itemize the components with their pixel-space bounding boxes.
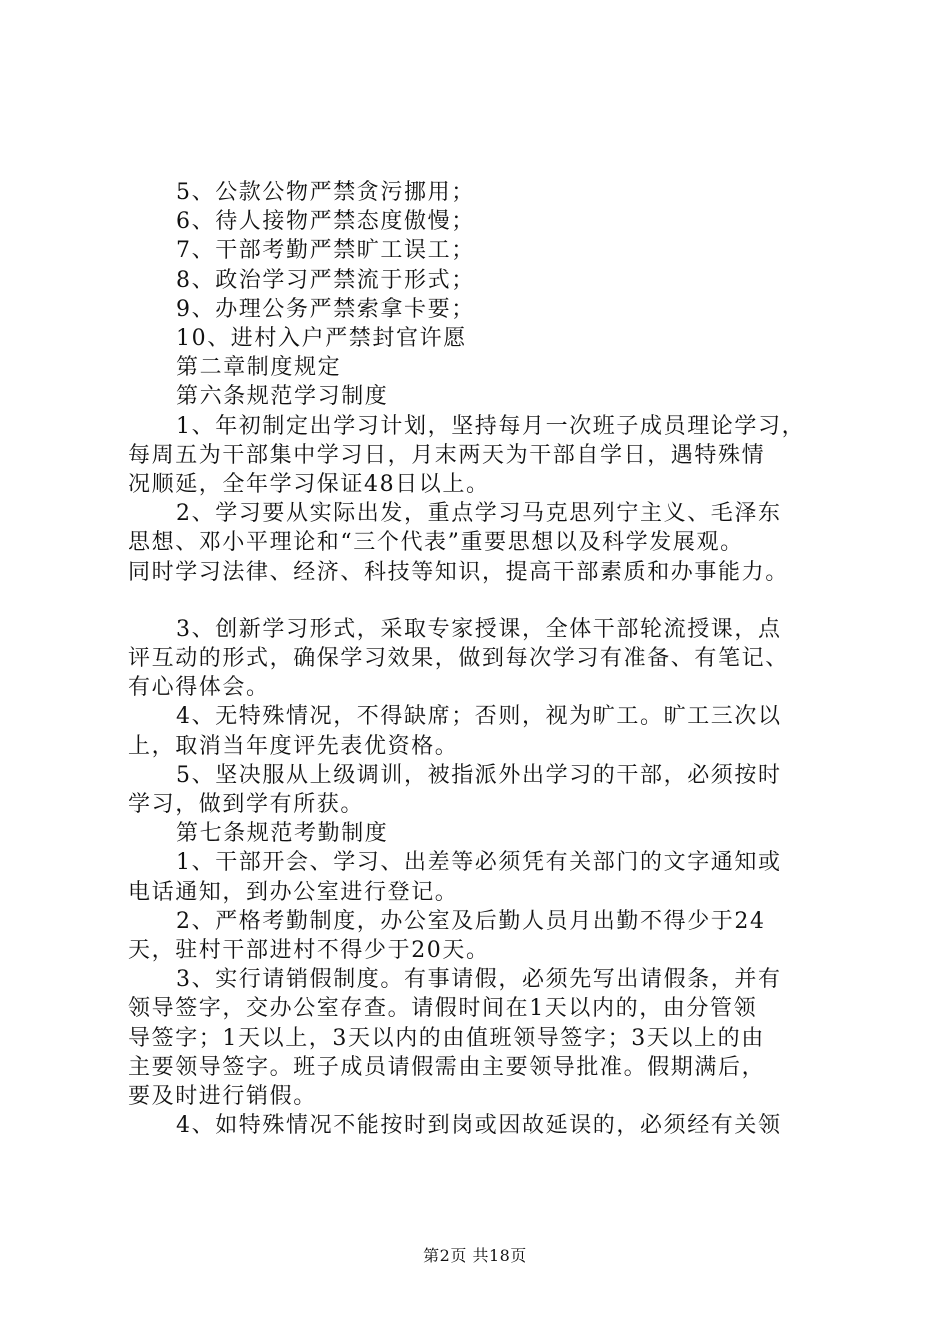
document-body xyxy=(128,178,848,1141)
article-6-paragraph-2: 2、学习要从实际出发，重点学习马克思列宁主义、毛泽东 思想、邓小平理论和“三个代表”重要思想以及科学发展观。 同时学习法律、经济、科技等知识，提高干部素质和办事能力。 xyxy=(128,501,789,585)
list-item: 9、办理公务严禁索拿卡要； xyxy=(176,296,475,322)
article-7-paragraph-4: 4、如特殊情况不能按时到岗或因故延误的，必须经有关领 xyxy=(176,1113,782,1139)
article-6-paragraph-4: 4、无特殊情况，不得缺席；否则，视为旷工。旷工三次以 上，取消当年度评先表优资格。 xyxy=(128,704,782,759)
article-6-title: 第六条规范学习制度 xyxy=(176,384,389,410)
article-7-title: 第七条规范考勤制度 xyxy=(176,821,389,847)
list-item: 8、政治学习严禁流于形式； xyxy=(176,267,475,293)
list-item: 7、干部考勤严禁旷工误工； xyxy=(176,238,475,264)
list-item: 5、公款公物严禁贪污挪用； xyxy=(176,180,475,205)
paragraph-gap xyxy=(128,587,848,615)
article-7-paragraph-2: 2、严格考勤制度，办公室及后勤人员月出勤不得少于24 天，驻村干部进村不得少于20天。 xyxy=(128,908,766,964)
article-6-paragraph-5: 5、坚决服从上级调训，被指派外出学习的干部，必须按时 学习，做到学有所获。 xyxy=(128,762,782,818)
article-7-paragraph-1: 1、干部开会、学习、出差等必须凭有关部门的文字通知或 电话通知，到办公室进行登记。 xyxy=(128,850,782,905)
list-item: 10、进村入户严禁封官许愿 xyxy=(176,326,467,352)
chapter-title: 第二章制度规定 xyxy=(176,355,342,381)
article-6-paragraph-3: 3、创新学习形式，采取专家授课，全体干部轮流授课，点 评互动的形式，确保学习效果，做到每次学习有准备、有笔记、 有心得体会。 xyxy=(128,616,789,701)
page-footer: 第2页 共18页 xyxy=(423,1246,527,1265)
article-6-paragraph-1: 1、年初制定出学习计划，坚持每月一次班子成员理论学习， 每周五为干部集中学习日，月末两天为干部自学日，遇特殊情 况顺延，全年学习保证48日以上。 xyxy=(128,413,806,498)
list-item: 6、待人接物严禁态度傲慢； xyxy=(176,209,475,235)
article-7-paragraph-3: 3、实行请销假制度。有事请假，必须先写出请假条，并有 领导签字，交办公室存查。请假时间在1天以内的，由分管领 导签字；1天以上，3天以内的由值班领导签字；3天以上的由 主要领导签字。班子成员请假需由主要领导批准。假期满后， 要及时进行销假。 xyxy=(128,967,782,1110)
